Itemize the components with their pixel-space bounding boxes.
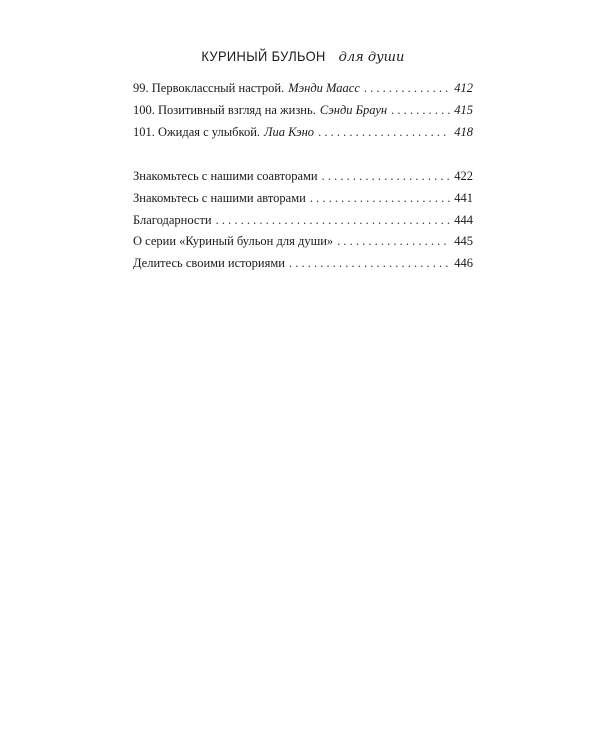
dot-leader	[322, 166, 451, 188]
dot-leader	[318, 122, 450, 144]
toc-entry[interactable]	[133, 253, 473, 275]
toc-entry-title: 99. Первоклассный настрой.	[133, 81, 285, 95]
dot-leader	[216, 210, 451, 232]
toc-entry[interactable]	[133, 210, 473, 232]
toc-entry-title: О серии «Куриный бульон для души»	[133, 234, 334, 249]
toc-entry-page: 444	[454, 212, 473, 227]
toc-entry-page: 415	[454, 102, 473, 117]
toc-entry-title: 100. Позитивный взгляд на жизнь.	[133, 102, 316, 117]
toc-entry-title: Знакомьтесь с нашими авторами	[133, 190, 306, 205]
toc-entry[interactable]	[133, 100, 473, 122]
dot-leader	[364, 78, 450, 100]
toc-entry-author: Мэнди Маасс	[288, 81, 360, 95]
toc-entry-title: Благодарности	[133, 212, 212, 227]
toc-entry-title: 101. Ожидая с улыбкой.	[133, 124, 261, 139]
running-head-title: КУРИНЫЙ БУЛЬОН	[201, 48, 326, 64]
toc-stories	[133, 78, 473, 143]
toc-entry-page: 418	[454, 124, 473, 139]
dot-leader	[337, 231, 450, 253]
toc-entry-title: Знакомьтесь с нашими соавторами	[133, 169, 318, 183]
toc-entry-page: 412	[454, 81, 473, 95]
dot-leader	[289, 253, 450, 275]
dot-leader	[391, 100, 450, 122]
toc-entry-author: Лиа Кэно	[264, 124, 315, 139]
toc-entry[interactable]	[133, 188, 473, 210]
toc-entry[interactable]	[133, 166, 473, 188]
toc-entry-page: 422	[454, 169, 473, 183]
running-head-script: для души	[338, 50, 405, 65]
toc-entry-page: 446	[454, 256, 473, 271]
toc-entry[interactable]	[133, 231, 473, 253]
toc-entry-page: 445	[454, 234, 473, 249]
toc-entry[interactable]	[133, 78, 473, 100]
toc-entry-title: Делитесь своими историями	[133, 256, 285, 271]
toc-entry-page: 441	[454, 190, 473, 205]
dot-leader	[310, 188, 450, 210]
toc-back-matter	[133, 166, 473, 275]
toc-entry[interactable]	[133, 122, 473, 144]
running-head	[0, 48, 600, 66]
toc-entry-author: Сэнди Браун	[319, 102, 388, 117]
